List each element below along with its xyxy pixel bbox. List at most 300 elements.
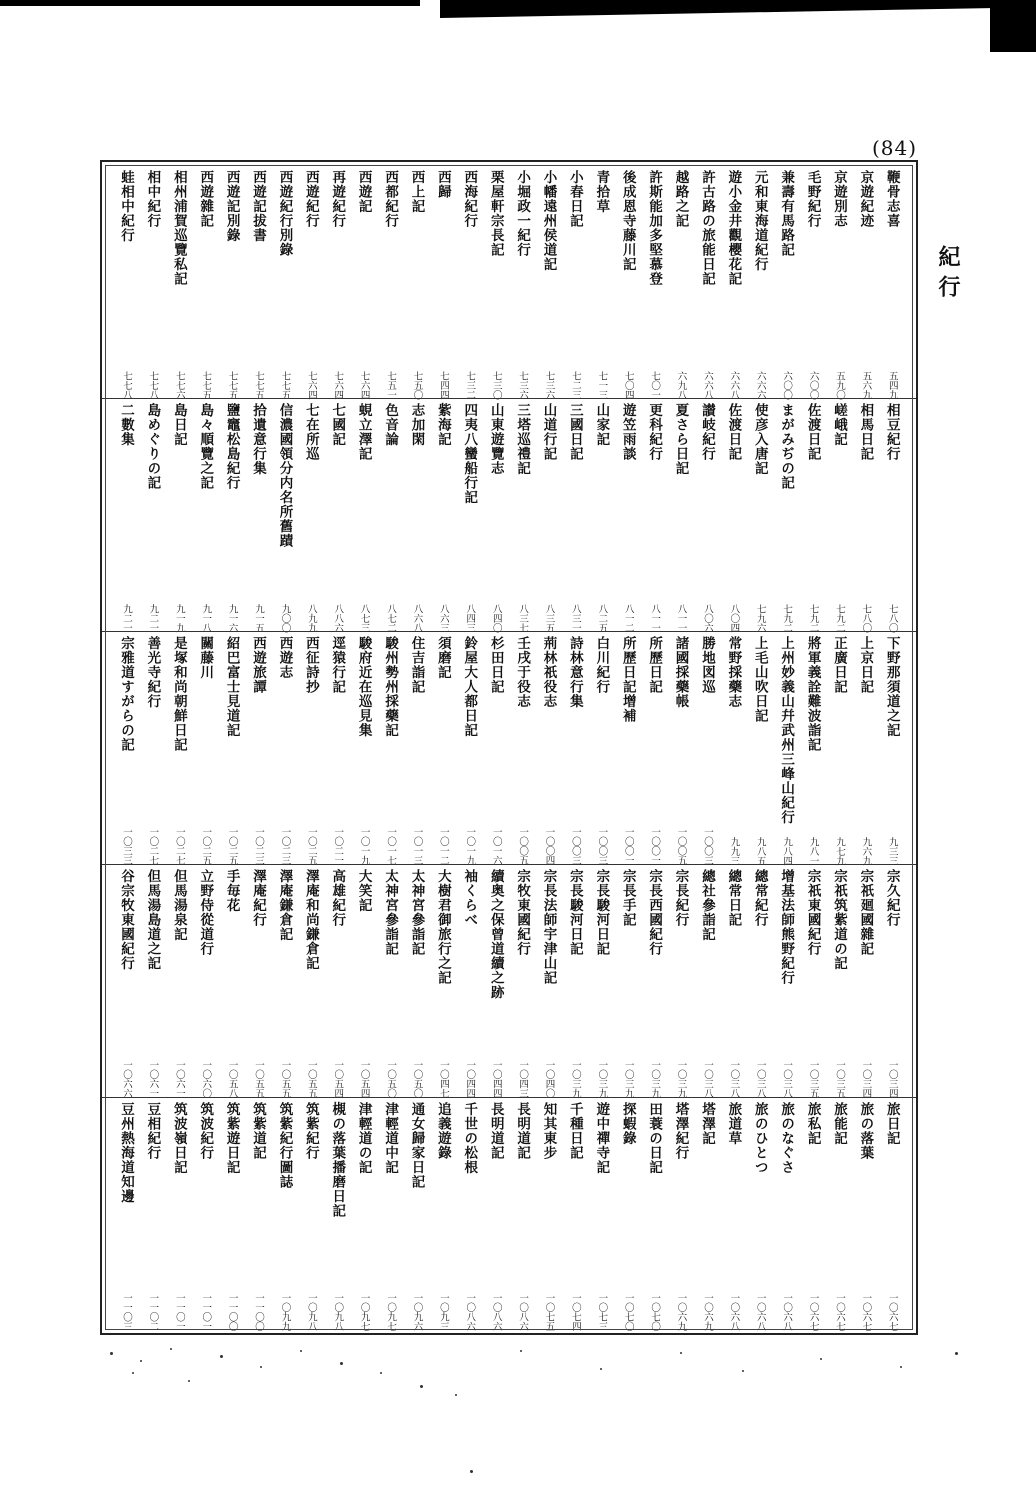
entry-page: 一〇六一 (173, 1060, 185, 1098)
index-entry (642, 399, 666, 632)
entry-page: 一〇九三 (437, 1293, 449, 1331)
index-entry (748, 399, 772, 632)
entry-page: 七三六 (543, 370, 555, 399)
entry-title: 佐渡日記 (725, 403, 742, 461)
entry-title: 信濃國領分内名所舊蹟 (276, 403, 293, 548)
entry-title: 住吉詣記 (408, 636, 425, 694)
entry-page: 八四三 (464, 603, 476, 632)
entry-title: 立野侍從道行 (197, 869, 214, 956)
index-entry (220, 166, 244, 399)
entry-page: 九八五 (754, 836, 766, 865)
index-entry (669, 632, 693, 865)
entry-title: 山道行記 (540, 403, 557, 461)
entry-title: 島々順覽之記 (197, 403, 214, 490)
index-entry (563, 632, 587, 865)
index-entry (537, 166, 561, 399)
entry-title: 諸國採藥帳 (672, 636, 689, 709)
speckle (470, 1470, 473, 1473)
speckle (220, 1355, 223, 1358)
entry-title: 上州妙義山幷武州三峰山紀行 (778, 636, 795, 825)
entry-page: 九一九 (173, 603, 185, 632)
speckle (455, 1394, 457, 1396)
index-entry (140, 865, 164, 1098)
section-title: 紀行 (935, 245, 961, 305)
entry-title: 千種日記 (566, 1102, 583, 1160)
entry-page: 六〇〇 (781, 370, 793, 399)
entry-page: 一〇六八 (728, 1293, 740, 1331)
entry-title: 上京日記 (857, 636, 874, 694)
entry-page: 一〇五四 (358, 1060, 370, 1098)
index-entry (774, 1098, 798, 1331)
entry-page: 七七五 (226, 370, 238, 399)
index-band (110, 399, 908, 632)
entry-page: 一〇一三 (411, 827, 423, 865)
entry-title: まがみぢの記 (778, 403, 795, 490)
entry-page: 一〇九九 (279, 1293, 291, 1331)
index-entry (642, 865, 666, 1098)
index-entry (167, 632, 191, 865)
entry-title: 探蝦錄 (619, 1102, 636, 1146)
entry-page: 一〇〇三 (569, 827, 581, 865)
entry-page: 一〇五五 (305, 1060, 317, 1098)
index-entry (299, 399, 323, 632)
entry-page: 一一〇三 (121, 1293, 132, 1331)
entry-page: 一〇〇五 (517, 827, 529, 865)
entry-page: 一〇〇三 (701, 827, 713, 865)
entry-page: 一〇一二 (437, 827, 449, 865)
index-entry (325, 632, 349, 865)
entry-title: 勝地図巡 (698, 636, 715, 694)
entry-page: 一〇二五 (305, 827, 317, 865)
entry-page: 一〇二三 (279, 827, 291, 865)
entry-title: 志加閑 (408, 403, 425, 447)
index-entry (801, 1098, 825, 1331)
entry-title: 太神宮參詣記 (408, 869, 425, 956)
entry-title: 元和東海道紀行 (751, 170, 768, 272)
entry-title: 西上記 (408, 170, 425, 214)
index-entry (431, 1098, 455, 1331)
entry-page: 六六八 (728, 370, 740, 399)
index-entry (220, 1098, 244, 1331)
entry-page: 一〇一九 (358, 827, 370, 865)
entry-title: 杉田日記 (487, 636, 504, 694)
entry-title: 通女歸家日記 (408, 1102, 425, 1189)
entry-page: 六〇〇 (807, 370, 819, 399)
entry-page: 一〇二五 (226, 827, 238, 865)
index-entry (431, 399, 455, 632)
entry-page: 一〇七五 (543, 1293, 555, 1331)
entry-title: 大樹君御旅行之記 (434, 869, 451, 985)
entry-title: 豆相紀行 (144, 1102, 161, 1160)
entry-title: 谷宗牧東國紀行 (118, 869, 134, 971)
entry-title: 七國記 (329, 403, 346, 447)
speckle (340, 1362, 343, 1365)
index-entry (457, 632, 481, 865)
entry-page: 六六六 (754, 370, 766, 399)
entry-title: 京遊紀迹 (857, 170, 874, 228)
entry-title: 下野那須道之記 (883, 636, 900, 738)
entry-title: 西遊紀行別錄 (276, 170, 293, 257)
scan-shadow (0, 0, 420, 6)
entry-title: 關藤川 (197, 636, 214, 680)
index-entry (140, 399, 164, 632)
entry-title: 宗祇廻國雜記 (857, 869, 874, 956)
index-entry (220, 865, 244, 1098)
index-entry (827, 632, 851, 865)
entry-title: 旅私記 (804, 1102, 821, 1146)
entry-title: 西都紀行 (382, 170, 399, 228)
entry-title: 白川紀行 (593, 636, 610, 694)
entry-page: 一〇六〇 (200, 1060, 212, 1098)
index-band (110, 632, 908, 865)
entry-title: 宗祇東國紀行 (804, 869, 821, 956)
entry-page: 九一六 (226, 603, 238, 632)
speckle (520, 1350, 522, 1352)
entry-page: 八六三 (437, 603, 449, 632)
index-entry (510, 166, 534, 399)
entry-title: 山家記 (593, 403, 610, 447)
entry-page: 九七九 (833, 836, 845, 865)
index-entry (404, 166, 428, 399)
entry-page: 八一二 (622, 603, 634, 632)
index-entry (246, 865, 270, 1098)
entry-title: 壬戌于役志 (514, 636, 531, 709)
index-entry (827, 865, 851, 1098)
scan-shadow (470, 0, 1036, 4)
index-entry (484, 632, 508, 865)
index-entry (589, 1098, 613, 1331)
index-entry (140, 1098, 164, 1331)
entry-page: 一〇三八 (728, 1060, 740, 1098)
entry-page: 一〇四〇 (543, 1060, 555, 1098)
entry-page: 九三三 (886, 836, 898, 865)
entry-page: 八一一 (675, 603, 687, 632)
entry-page: 一〇二七 (147, 827, 159, 865)
entry-page: 八〇六 (701, 603, 713, 632)
index-entry (457, 399, 481, 632)
index-entry (378, 632, 402, 865)
index-entry (589, 166, 613, 399)
entry-page: 八六八 (411, 603, 423, 632)
index-entry (669, 399, 693, 632)
index-entry (299, 865, 323, 1098)
entry-title: 西征詩抄 (302, 636, 319, 694)
index-entry (378, 865, 402, 1098)
index-entry (563, 1098, 587, 1331)
entry-title: 旅道草 (725, 1102, 742, 1146)
entry-title: 西遊旅譚 (250, 636, 267, 694)
entry-page: 一〇二五 (200, 827, 212, 865)
entry-title: 宗雅道すがらの記 (118, 636, 134, 752)
index-entry (510, 399, 534, 632)
index-entry (431, 166, 455, 399)
index-entry (510, 1098, 534, 1331)
entry-page: 七九六 (754, 603, 766, 632)
entry-page: 七五一 (385, 370, 397, 399)
entry-title: 紹巴富士見道記 (223, 636, 240, 738)
index-entry (114, 865, 138, 1098)
entry-page: 一〇三九 (622, 1060, 634, 1098)
entry-title: 相豆紀行 (883, 403, 900, 461)
entry-page: 一〇六八 (754, 1293, 766, 1331)
entry-page: 七四四 (437, 370, 449, 399)
entry-page: 一〇八六 (517, 1293, 529, 1331)
speckle (110, 1352, 113, 1355)
entry-title: 津輕道の記 (355, 1102, 372, 1175)
entry-title: 西遊紀行 (302, 170, 319, 228)
entry-title: 駿府近在巡見集 (355, 636, 372, 738)
entry-title: 澤庵和尚鎌倉記 (302, 869, 319, 971)
entry-title: 島めぐりの記 (144, 403, 161, 490)
entry-title: 西遊記拔書 (250, 170, 267, 243)
index-entry (167, 399, 191, 632)
index-entry (378, 399, 402, 632)
entry-page: 一〇五八 (226, 1060, 238, 1098)
index-entry (220, 399, 244, 632)
entry-page: 六九八 (675, 370, 687, 399)
speckle (742, 1370, 744, 1372)
entry-title: 旅日記 (883, 1102, 900, 1146)
entry-page: 七〇一 (649, 370, 661, 399)
index-entry (352, 166, 376, 399)
index-entry (616, 632, 640, 865)
index-entry (880, 632, 904, 865)
band-divider (102, 631, 916, 632)
entry-page: 一〇九七 (358, 1293, 370, 1331)
index-entry (167, 865, 191, 1098)
entry-page: 七七八 (121, 370, 132, 399)
entry-page: 八二五 (596, 603, 608, 632)
index-entry (299, 166, 323, 399)
entry-title: 使彦入唐記 (751, 403, 768, 476)
entry-title: 上毛山吹日記 (751, 636, 768, 723)
entry-page: 九〇〇 (279, 603, 291, 632)
entry-title: 駿州勢州採藥記 (382, 636, 399, 738)
entry-title: 遊小金井觀櫻花記 (725, 170, 742, 286)
entry-title: 小幡遠州侯道記 (540, 170, 557, 272)
index-entry (695, 399, 719, 632)
entry-page: 一〇九八 (305, 1293, 317, 1331)
index-entry (140, 166, 164, 399)
index-entry (325, 1098, 349, 1331)
speckle (955, 1352, 958, 1355)
entry-title: 西遊記 (355, 170, 372, 214)
index-entry (563, 166, 587, 399)
entry-title: 筑波嶺日記 (170, 1102, 187, 1175)
index-entry (616, 399, 640, 632)
entry-title: 大笑記 (355, 869, 372, 913)
entry-page: 七七八 (147, 370, 159, 399)
index-entry (880, 166, 904, 399)
entry-title: 京遊別志 (830, 170, 847, 228)
entry-page: 一〇七〇 (649, 1293, 661, 1331)
entry-page: 七〇四 (622, 370, 634, 399)
entry-page: 七八〇 (886, 603, 898, 632)
entry-title: 西歸 (434, 170, 451, 199)
entry-title: 再遊紀行 (329, 170, 346, 228)
speckle (380, 1372, 382, 1374)
index-entry (167, 166, 191, 399)
entry-page: 一〇六九 (675, 1293, 687, 1331)
index-entry (774, 865, 798, 1098)
entry-title: 增基法師熊野紀行 (778, 869, 795, 985)
entry-title: 拾遺意行集 (250, 403, 267, 476)
entry-title: 但馬湯島道之記 (144, 869, 161, 971)
entry-page: 七八〇 (860, 603, 872, 632)
entry-title: 長明道記 (514, 1102, 531, 1160)
entry-title: 許斯能加多堅慕登 (646, 170, 663, 286)
index-entry (378, 166, 402, 399)
entry-page: 九九三 (728, 836, 740, 865)
index-entry (880, 1098, 904, 1331)
band-divider (102, 864, 916, 865)
entry-page: 五六九 (860, 370, 872, 399)
entry-page: 一〇九八 (332, 1293, 344, 1331)
index-entry (853, 632, 877, 865)
entry-page: 一〇三九 (596, 1060, 608, 1098)
entry-page: 一〇三八 (781, 1060, 793, 1098)
entry-page: 一〇四三 (517, 1060, 529, 1098)
speckle (420, 1385, 423, 1388)
entry-page: 八八六 (332, 603, 344, 632)
entry-title: 田蓑の日記 (646, 1102, 663, 1175)
entry-page: 一〇六七 (833, 1293, 845, 1331)
entry-title: 宗長駿河日記 (566, 869, 583, 956)
entry-title: 但馬湯泉記 (170, 869, 187, 942)
entry-title: 津輕道中記 (382, 1102, 399, 1175)
entry-page: 一〇七三 (596, 1293, 608, 1331)
index-entry (801, 865, 825, 1098)
index-entry (801, 399, 825, 632)
index-entry (167, 1098, 191, 1331)
index-entry (272, 865, 296, 1098)
entry-page: 一〇三九 (649, 1060, 661, 1098)
entry-title: 筑紫紀行圖誌 (276, 1102, 293, 1189)
index-entry (299, 1098, 323, 1331)
index-entry (537, 399, 561, 632)
speckle (132, 1372, 134, 1374)
entry-page: 八三七 (517, 603, 529, 632)
entry-title: 筑紫道記 (250, 1102, 267, 1160)
entry-page: 一一〇一 (173, 1293, 185, 1331)
entry-title: 小春日記 (566, 170, 583, 228)
entry-page: 七六四 (332, 370, 344, 399)
entry-title: 總社參詣記 (698, 869, 715, 942)
index-entry (457, 166, 481, 399)
index-entry (352, 865, 376, 1098)
entry-title: 袖くらべ (461, 869, 478, 927)
speckle (600, 1368, 602, 1370)
entry-title: 讃岐紀行 (698, 403, 715, 461)
index-entry (404, 399, 428, 632)
entry-page: 一〇〇一 (622, 827, 634, 865)
entry-title: 所歷日記 (646, 636, 663, 694)
index-entry (114, 166, 138, 399)
index-entry (589, 865, 613, 1098)
index-entry (246, 632, 270, 865)
speckle (170, 1348, 172, 1350)
entry-page: 一〇六九 (701, 1293, 713, 1331)
index-entry (721, 632, 745, 865)
scan-shadow (990, 0, 1036, 52)
index-entry (404, 632, 428, 865)
entry-page: 九八一 (807, 836, 819, 865)
entry-title: 相馬日記 (857, 403, 874, 461)
entry-title: 所歷日記增補 (619, 636, 636, 723)
index-entry (537, 632, 561, 865)
entry-page: 一〇一六 (490, 827, 502, 865)
entry-page: 一〇六七 (807, 1293, 819, 1331)
entry-title: 旅の落葉 (857, 1102, 874, 1160)
entry-title: 宗長駿河日記 (593, 869, 610, 956)
index-entry (457, 865, 481, 1098)
entry-page: 六六八 (701, 370, 713, 399)
index-entry (484, 1098, 508, 1331)
index-entry (484, 399, 508, 632)
entry-title: 續奥之保曾道續之跡 (487, 869, 504, 1000)
entry-page: 一〇三八 (754, 1060, 766, 1098)
entry-page: 七三二 (464, 370, 476, 399)
entry-page: 一一〇〇 (253, 1293, 265, 1331)
entry-title: 筑波紀行 (197, 1102, 214, 1160)
index-entry (140, 632, 164, 865)
entry-title: 後成恩寺藤川記 (619, 170, 636, 272)
entry-page: 七七五 (253, 370, 265, 399)
entry-title: 越路之記 (672, 170, 689, 228)
index-entry (616, 1098, 640, 1331)
entry-page: 一〇六七 (860, 1293, 872, 1331)
entry-page: 一〇三九 (569, 1060, 581, 1098)
entry-title: 鈴屋大人都日記 (461, 636, 478, 738)
entry-title: 山東遊覽志 (487, 403, 504, 476)
index-entry (272, 166, 296, 399)
index-entry (616, 166, 640, 399)
speckle (140, 1360, 142, 1362)
entry-page: 一〇〇三 (596, 827, 608, 865)
entry-page: 一〇五五 (253, 1060, 265, 1098)
entry-page: 一〇六七 (886, 1293, 898, 1331)
entry-page: 一〇五〇 (385, 1060, 397, 1098)
entry-page: 一〇四四 (490, 1060, 502, 1098)
index-entry (642, 1098, 666, 1331)
entry-title: 色音論 (382, 403, 399, 447)
entry-title: 佐渡日記 (804, 403, 821, 461)
entry-title: 千世の松根 (461, 1102, 478, 1175)
index-entry (853, 865, 877, 1098)
entry-title: 青拾草 (593, 170, 610, 214)
entry-page: 一〇八六 (490, 1293, 502, 1331)
entry-page: 七五〇 (411, 370, 423, 399)
entry-page: 一〇七〇 (622, 1293, 634, 1331)
entry-page: 八四〇 (490, 603, 502, 632)
index-entry (352, 632, 376, 865)
index-entry (695, 1098, 719, 1331)
index-entry (114, 632, 138, 865)
entry-title: 宗長手記 (619, 869, 636, 927)
entry-title: 澤庵紀行 (250, 869, 267, 927)
index-entry (246, 166, 270, 399)
index-entry (404, 1098, 428, 1331)
entry-title: 七在所巡 (302, 403, 319, 461)
index-entry (774, 399, 798, 632)
entry-page: 七三〇 (490, 370, 502, 399)
speckle (680, 1352, 682, 1354)
entry-title: 西遊雜記 (197, 170, 214, 228)
entry-page: 一〇三三 (121, 827, 132, 865)
entry-title: 太神宮參詣記 (382, 869, 399, 956)
entry-title: 善光寺紀行 (144, 636, 161, 709)
entry-page: 九一八 (200, 603, 212, 632)
